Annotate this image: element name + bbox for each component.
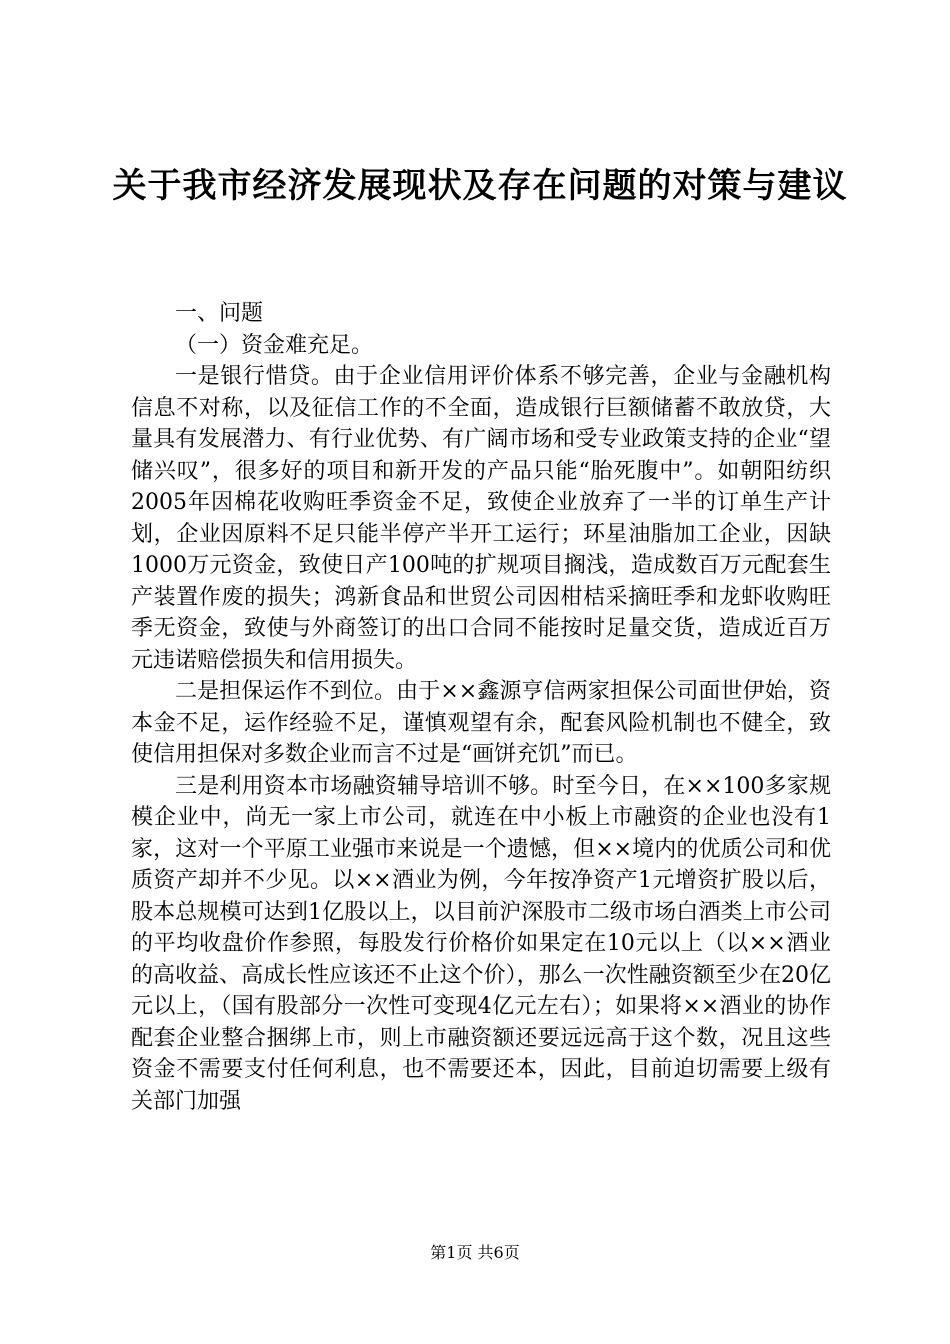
page-footer: 第1页 共6页 bbox=[430, 1243, 520, 1262]
subsection-heading: （一）资金难充足。 bbox=[175, 332, 374, 358]
paragraph-guarantee: 二是担保运作不到位。由于××鑫源亨信两家担保公司面世伊始，资本金不足，运作经验不足，谨慎观望有余，配套风险机制也不健全，致使信用担保对多数企业而言不过是“画饼充饥”而已。 bbox=[131, 679, 831, 767]
section-heading: 一、问题 bbox=[175, 301, 264, 326]
paragraph-bank-lending: 一是银行惜贷。由于企业信用评价体系不够完善，企业与金融机构信息不对称，以及征信工作的不全面，造成银行巨额储蓄不敢放贷，大量具有发展潜力、有行业优势、有广阔市场和受专业政策支持的企业“望储兴叹”，很多好的项目和新开发的产品只能“胎死腹中”。如朝阳纺织2005年因棉花收购旺季资金不足，致使企业放弃了一半的订单生产计划，企业因原料不足只能半停产半开工运行；环星油脂加工企业，因缺1000万元资金，致使日产100吨的扩规项目搁浅，造成数百万元配套生产装置作废的损失；鸿新食品和世贸公司因柑桔采摘旺季和龙虾收购旺季无资金，致使与外商签订的出口合同不能按时足量交货，造成近百万元违诺赔偿损失和信用损失。 bbox=[131, 364, 831, 673]
document-body bbox=[131, 298, 831, 1117]
document-title: 关于我市经济发展现状及存在问题的对策与建议 bbox=[112, 166, 848, 206]
paragraph-capital-market: 三是利用资本市场融资辅导培训不够。时至今日，在××100多家规模企业中，尚无一家上市公司，就连在中小板上市融资的企业也没有1家，这对一个平原工业强市来说是一个遗憾，但××境内的优质公司和优质资产却并不少见。以××酒业为例，今年按净资产1元增资扩股以后，股本总规模可达到1亿股以上，以目前沪深股市二级市场白酒类上市公司的平均收盘价作参照，每股发行价格价如果定在10元以上（以××酒业的高收益、高成长性应该还不止这个价），那么一次性融资额至少在20亿元以上，（国有股部分一次性可变现4亿元左右）；如果将××酒业的协作配套企业整合捆绑上市，则上市融资额还要远远高于这个数，况且这些资金不需要支付任何利息，也不需要还本，因此，目前迫切需要上级有关部门加强 bbox=[131, 773, 831, 1114]
